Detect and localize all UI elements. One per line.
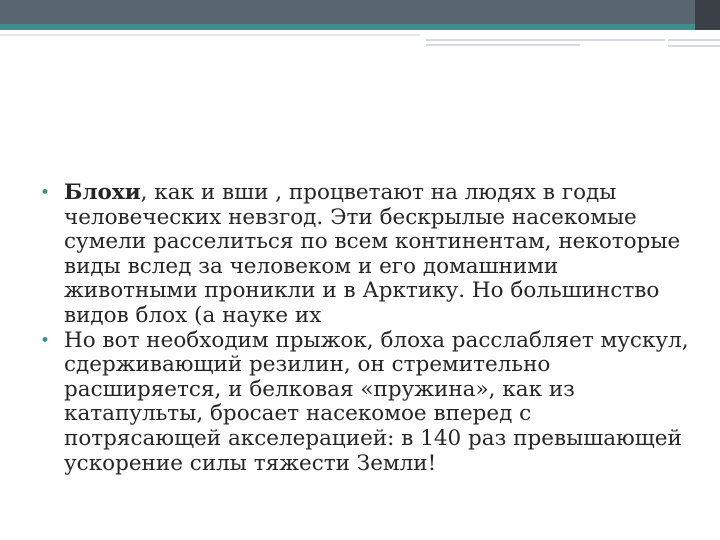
bold-lead-term: Блохи xyxy=(64,180,141,205)
decorative-rule xyxy=(426,44,580,46)
bullet-icon: • xyxy=(40,183,51,203)
paragraph-text: , как и вши , процветают на людях в годы человеческих невзгод. Эти бескрылые насекомые сумели расселиться по всем континентам, некоторые виды вслед за человеком и его домашними животными проникли и в Арктику. Но большинство видов блох (а науке их xyxy=(64,180,681,328)
header-accent-stripe xyxy=(0,24,720,30)
slide-body xyxy=(40,181,690,476)
header-bar xyxy=(0,0,720,24)
decorative-rule xyxy=(426,39,665,41)
bullet-paragraph-1 xyxy=(40,181,690,329)
decorative-rule xyxy=(668,39,720,41)
paragraph-text: Но вот необходим прыжок, блоха расслабляет мускул, сдерживающий резилин, он стремительно расширяется, и белковая «пружина», как из катапульты, бросает насекомое вперед с потрясающей акселерацией: в 140 раз превышающей ускорение силы тяжести Земли! xyxy=(64,327,689,476)
corner-block xyxy=(695,0,720,30)
decorative-rule xyxy=(0,34,420,36)
decorative-rule xyxy=(668,45,720,47)
bullet-paragraph-2 xyxy=(40,329,690,477)
bullet-icon: • xyxy=(40,330,51,351)
